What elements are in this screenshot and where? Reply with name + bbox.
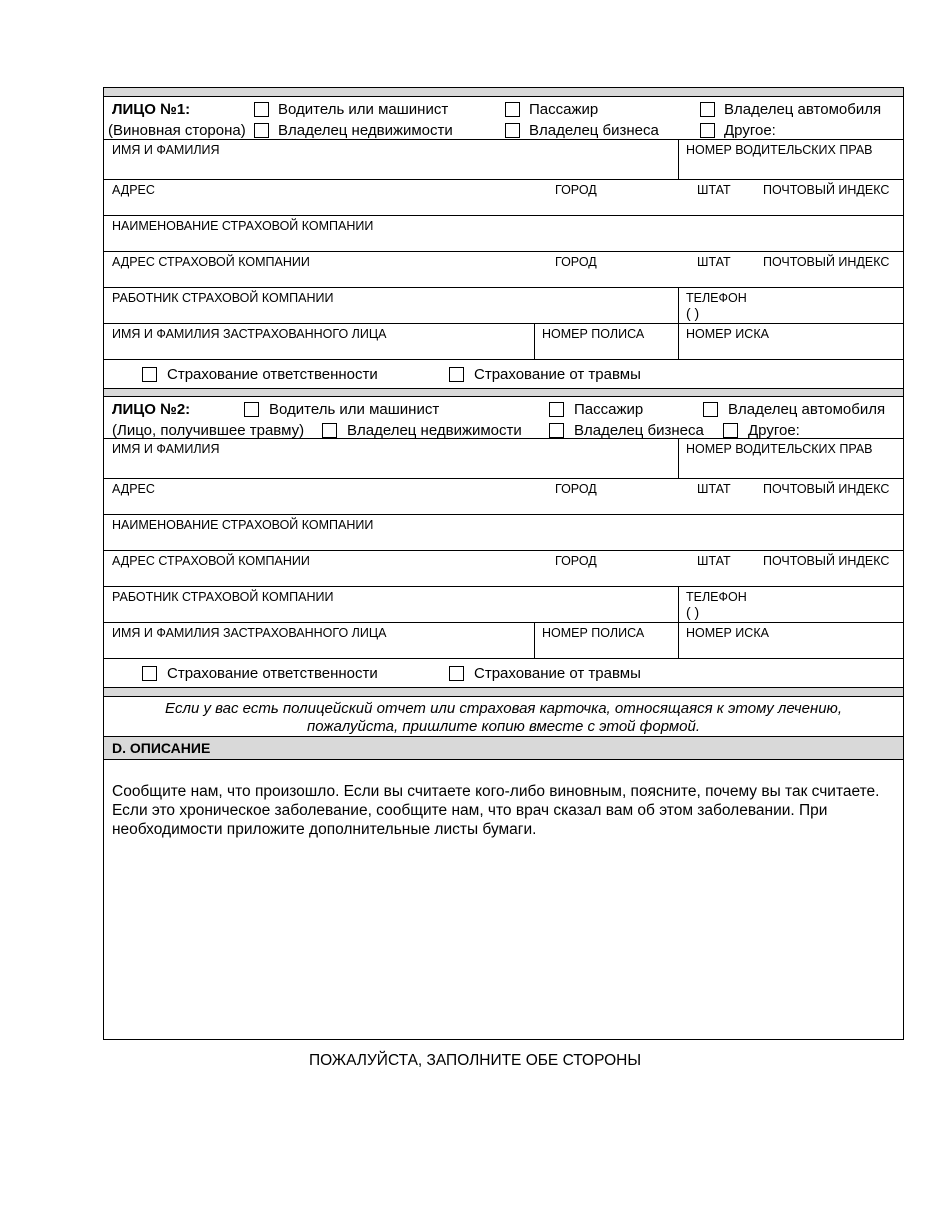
person2-address-row[interactable] bbox=[104, 479, 903, 515]
person1-property-owner-checkbox[interactable] bbox=[254, 123, 269, 138]
person1-name-label: ИМЯ И ФАМИЛИЯ bbox=[112, 143, 220, 157]
person2-claim-label: НОМЕР ИСКА bbox=[686, 626, 769, 640]
person2-name-row[interactable] bbox=[104, 439, 903, 479]
person2-state-label: ШТАТ bbox=[697, 482, 731, 496]
person2-other-checkbox[interactable] bbox=[723, 423, 738, 438]
person1-vehicle-owner-checkbox[interactable] bbox=[700, 102, 715, 117]
divider bbox=[678, 288, 679, 323]
person1-driver-label: Водитель или машинист bbox=[278, 101, 449, 118]
person2-insured-label: ИМЯ И ФАМИЛИЯ ЗАСТРАХОВАННОГО ЛИЦА bbox=[112, 626, 387, 640]
divider bbox=[534, 623, 535, 658]
claim-form bbox=[103, 87, 904, 1040]
person1-passenger-checkbox[interactable] bbox=[505, 102, 520, 117]
section-d-header bbox=[104, 737, 903, 760]
person2-insurance-city-label: ГОРОД bbox=[555, 554, 597, 568]
person2-property-owner-label: Владелец недвижимости bbox=[347, 422, 522, 439]
person1-driver-checkbox[interactable] bbox=[254, 102, 269, 117]
person1-phone-format: ( ) bbox=[686, 305, 700, 321]
person1-insurance-label: НАИМЕНОВАНИЕ СТРАХОВОЙ КОМПАНИИ bbox=[112, 219, 374, 233]
divider bbox=[678, 140, 679, 179]
person1-liability-label: Страхование ответственности bbox=[167, 366, 378, 383]
person1-policy-row[interactable] bbox=[104, 324, 903, 360]
person2-liability-label: Страхование ответственности bbox=[167, 665, 378, 682]
police-report-note bbox=[104, 697, 903, 737]
person1-address-row[interactable] bbox=[104, 180, 903, 216]
person2-phone-label: ТЕЛЕФОН bbox=[686, 590, 747, 604]
note-line-1: Если у вас есть полицейский отчет или страховая карточка, относящаяся к этому лечению, bbox=[165, 700, 842, 717]
person1-insurance-zip-label: ПОЧТОВЫЙ ИНДЕКС bbox=[763, 255, 890, 269]
person2-business-owner-label: Владелец бизнеса bbox=[574, 422, 704, 439]
person1-insured-label: ИМЯ И ФАМИЛИЯ ЗАСТРАХОВАННОГО ЛИЦА bbox=[112, 327, 387, 341]
person1-state-label: ШТАТ bbox=[697, 183, 731, 197]
person1-subtitle: (Виновная сторона) bbox=[108, 122, 246, 139]
person1-phone-label: ТЕЛЕФОН bbox=[686, 291, 747, 305]
person1-vehicle-owner-label: Владелец автомобиля bbox=[724, 101, 882, 118]
person2-vehicle-owner-label: Владелец автомобиля bbox=[728, 401, 886, 418]
person2-passenger-label: Пассажир bbox=[574, 401, 644, 418]
description-area[interactable] bbox=[104, 760, 903, 1040]
person1-policy-label: НОМЕР ПОЛИСА bbox=[542, 327, 645, 341]
divider bbox=[678, 324, 679, 359]
person2-license-label: НОМЕР ВОДИТЕЛЬСКИХ ПРАВ bbox=[686, 442, 873, 456]
person1-coverage-row bbox=[104, 360, 903, 389]
divider bbox=[678, 623, 679, 658]
person2-passenger-checkbox[interactable] bbox=[549, 402, 564, 417]
person1-insurance-city-label: ГОРОД bbox=[555, 255, 597, 269]
section-separator bbox=[104, 389, 903, 397]
person2-policy-label: НОМЕР ПОЛИСА bbox=[542, 626, 645, 640]
person2-driver-label: Водитель или машинист bbox=[269, 401, 440, 418]
person2-phone-format: ( ) bbox=[686, 604, 700, 620]
person2-agent-label: РАБОТНИК СТРАХОВОЙ КОМПАНИИ bbox=[112, 590, 334, 604]
person2-injury-label: Страхование от травмы bbox=[474, 665, 641, 682]
divider bbox=[534, 324, 535, 359]
person2-property-owner-checkbox[interactable] bbox=[322, 423, 337, 438]
person2-injury-checkbox[interactable] bbox=[449, 666, 464, 681]
person1-property-owner-label: Владелец недвижимости bbox=[278, 122, 453, 139]
divider bbox=[678, 587, 679, 622]
person1-injury-label: Страхование от травмы bbox=[474, 366, 641, 383]
person2-city-label: ГОРОД bbox=[555, 482, 597, 496]
person2-policy-row[interactable] bbox=[104, 623, 903, 659]
person1-business-owner-checkbox[interactable] bbox=[505, 123, 520, 138]
person2-zip-label: ПОЧТОВЫЙ ИНДЕКС bbox=[763, 482, 890, 496]
person2-agent-row[interactable] bbox=[104, 587, 903, 623]
person1-insurance-state-label: ШТАТ bbox=[697, 255, 731, 269]
person1-insurance-address-row[interactable] bbox=[104, 252, 903, 288]
person2-insurance-address-row[interactable] bbox=[104, 551, 903, 587]
person1-name-row[interactable] bbox=[104, 140, 903, 180]
footer-note: ПОЖАЛУЙСТА, ЗАПОЛНИТЕ ОБЕ СТОРОНЫ bbox=[308, 1052, 642, 1069]
person2-subtitle: (Лицо, получившее травму) bbox=[112, 422, 305, 439]
person1-business-owner-label: Владелец бизнеса bbox=[529, 122, 659, 139]
divider bbox=[678, 439, 679, 478]
person1-agent-label: РАБОТНИК СТРАХОВОЙ КОМПАНИИ bbox=[112, 291, 334, 305]
person2-business-owner-checkbox[interactable] bbox=[549, 423, 564, 438]
description-instructions: Сообщите нам, что произошло. Если вы считаете кого-либо виновным, поясните, почему вы так считаете. Если это хроническое заболевание, сообщите нам, что врач сказал вам об этом заболевании. При необходимости приложите дополнительные листы бумаги. bbox=[112, 783, 880, 838]
person1-other-checkbox[interactable] bbox=[700, 123, 715, 138]
person2-liability-checkbox[interactable] bbox=[142, 666, 157, 681]
note-line-2: пожалуйста, пришлите копию вместе с этой формой. bbox=[306, 718, 701, 735]
person1-license-label: НОМЕР ВОДИТЕЛЬСКИХ ПРАВ bbox=[686, 143, 873, 157]
person1-zip-label: ПОЧТОВЫЙ ИНДЕКС bbox=[763, 183, 890, 197]
section-separator bbox=[104, 88, 903, 97]
person2-insurance-address-label: АДРЕС СТРАХОВОЙ КОМПАНИИ bbox=[112, 554, 310, 568]
person1-liability-checkbox[interactable] bbox=[142, 367, 157, 382]
section-d-title: D. ОПИСАНИЕ bbox=[112, 740, 211, 756]
person1-insurance-address-label: АДРЕС СТРАХОВОЙ КОМПАНИИ bbox=[112, 255, 310, 269]
person2-address-label: АДРЕС bbox=[112, 482, 155, 496]
person1-passenger-label: Пассажир bbox=[529, 101, 599, 118]
person2-coverage-row bbox=[104, 659, 903, 688]
person1-title: ЛИЦО №1: bbox=[112, 101, 191, 118]
section-separator bbox=[104, 688, 903, 697]
person1-agent-row[interactable] bbox=[104, 288, 903, 324]
person2-insurance-row[interactable] bbox=[104, 515, 903, 551]
person1-type-row bbox=[104, 97, 903, 140]
person1-injury-checkbox[interactable] bbox=[449, 367, 464, 382]
person1-other-label: Другое: bbox=[724, 122, 776, 139]
person1-insurance-row[interactable] bbox=[104, 216, 903, 252]
person2-type-row bbox=[104, 397, 903, 439]
person1-claim-label: НОМЕР ИСКА bbox=[686, 327, 769, 341]
person2-insurance-label: НАИМЕНОВАНИЕ СТРАХОВОЙ КОМПАНИИ bbox=[112, 518, 374, 532]
person2-insurance-state-label: ШТАТ bbox=[697, 554, 731, 568]
person2-vehicle-owner-checkbox[interactable] bbox=[703, 402, 718, 417]
person1-address-label: АДРЕС bbox=[112, 183, 155, 197]
person2-insurance-zip-label: ПОЧТОВЫЙ ИНДЕКС bbox=[763, 554, 890, 568]
person2-title: ЛИЦО №2: bbox=[112, 401, 191, 418]
person2-other-label: Другое: bbox=[748, 422, 800, 439]
person2-driver-checkbox[interactable] bbox=[244, 402, 259, 417]
person1-city-label: ГОРОД bbox=[555, 183, 597, 197]
person2-name-label: ИМЯ И ФАМИЛИЯ bbox=[112, 442, 220, 456]
